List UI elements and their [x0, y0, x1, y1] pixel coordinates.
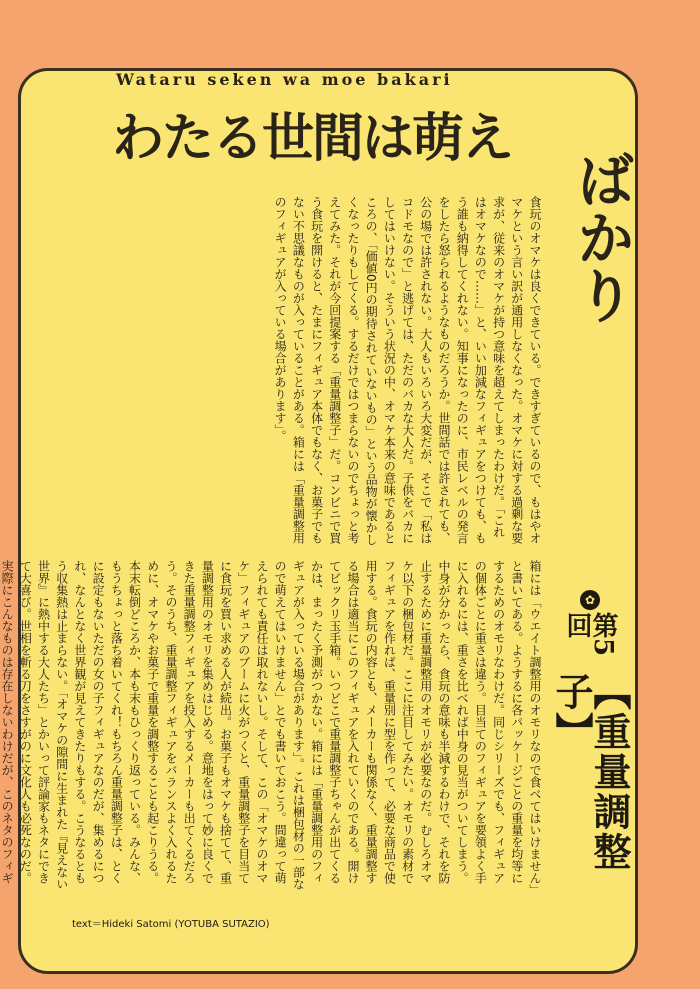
article-text-lower: 箱には「ウエイト調整用のオモリなので食べてはいけません」と書いてある。ようするに各パッケージごとの重量を均等にするためのオモリなわけだ。同じシリーズでも、フィギュアの個体ごとに重さは違う。目当てのフィギュアを要領よく手に入れるには、重さを比べれば中身の見当がついてしまう。中身が分かったら、食玩の意味も半減するわけで、それを防止するために重量調整用のオモリが必要なのだ。むしろオマケ以下の梱包材だ。ここに注目してみたい。オモリの素材でフィギュアを作れば、重量別に型を作って、必要な商品で使用する。食玩の内容とも、メーカーも関係なく、重量調整する場合は適当にこのフィギュアを入れていくのである。開けてビックリ玉手箱。いつどこで重量調整子ちゃんが出てくるかは、まったく予測がつかない。箱には「重量調整用のフィギュアが入っている場合があります」。これは梱包材の一部なので萌えてはいけません」とでも書いておこう。間違って萌えられても責任は取れないし。そして、この「オマケのオマケ」フィギュアのブームに火がつくと、重量調整子を目当てに食玩を買い求める人が続出。お菓子もオマケも捨てて、重量調整用のオモリを集めはじめる。意地をはって妙に良くできた重量調整フィギュアを投入するメーカーも出てくるだろう。そのうち、重量調整フィギュアをバランスよく入れるために、オマケやお菓子で重量を調整することも起こりうる。本末転倒どころか、本も末もひっくり返っている。みんな、もうちょっと落ち着いてくれ！もちろん重量調整子は、とくに設定もないただの女の子フィギュアなのだが、集めるにつれ、なんとなく世界観が見えてきたりもする。こうなるともう収集熱は止まらない。「オマケの隙間に生まれた『見えない世界』に熱中する大人たち」とかいって評論家もネタにできて大喜び。世相を斬る刀をさすがのに文化人も必死なのだ。実際にこんなものは存在しないわけだが、このネタのフィギ [0, 560, 542, 890]
chapter-heading [549, 590, 632, 880]
author-credit: text＝Hideki Satomi (YOTUBA SUTAZIO) [72, 919, 270, 930]
chapter-title: 【重量調整子】 [549, 672, 632, 873]
article-text-upper: 食玩のオマケは良くできている。できすぎているので、もはやオマケという言い訳が通用しなくなった。オマケに対する過剰な要求が、従来のオマケが持つ意味を超えてしまったわけだ。「これはオマケなので……」と、いい加減なフィギュアをつけても、もう誰も納得してくれない。知事になったのに、市民レベルの発言をしたら怒られるようなものだろうか。世間話では許されても、公の場では許されない。大人もいろいろ大変だが、そこで「私はコドモなので」と逃げては、ただのバカな大人だ。子供をバカにしてはいけない。そういう状況の中、オマケ本来の意味であるところの、「価値0円の期待されていないもの」という品物が懐かしくなったりもしてくる。するだけではつまらないのでちょっと考えてみた。それが今回提案する「重量調整子」だ。コンビニで買う食玩を開けると、たまにフィギュア本体でもなく、お菓子でもない不思議なものが入っていることがある。箱には「重量調整用のフィギュアが入っている場合があります」。 [273, 196, 542, 546]
title-romaji: Wataru seken wa moe bakari [116, 70, 453, 89]
page-title-vertical: ばかり [567, 150, 635, 324]
flower-icon: ✿ [580, 590, 600, 610]
chapter-number: 第5回 [562, 612, 618, 657]
article-body-lower [0, 560, 544, 890]
page-title: わたる世間は萌え [112, 108, 513, 169]
article-body-upper [60, 196, 544, 546]
